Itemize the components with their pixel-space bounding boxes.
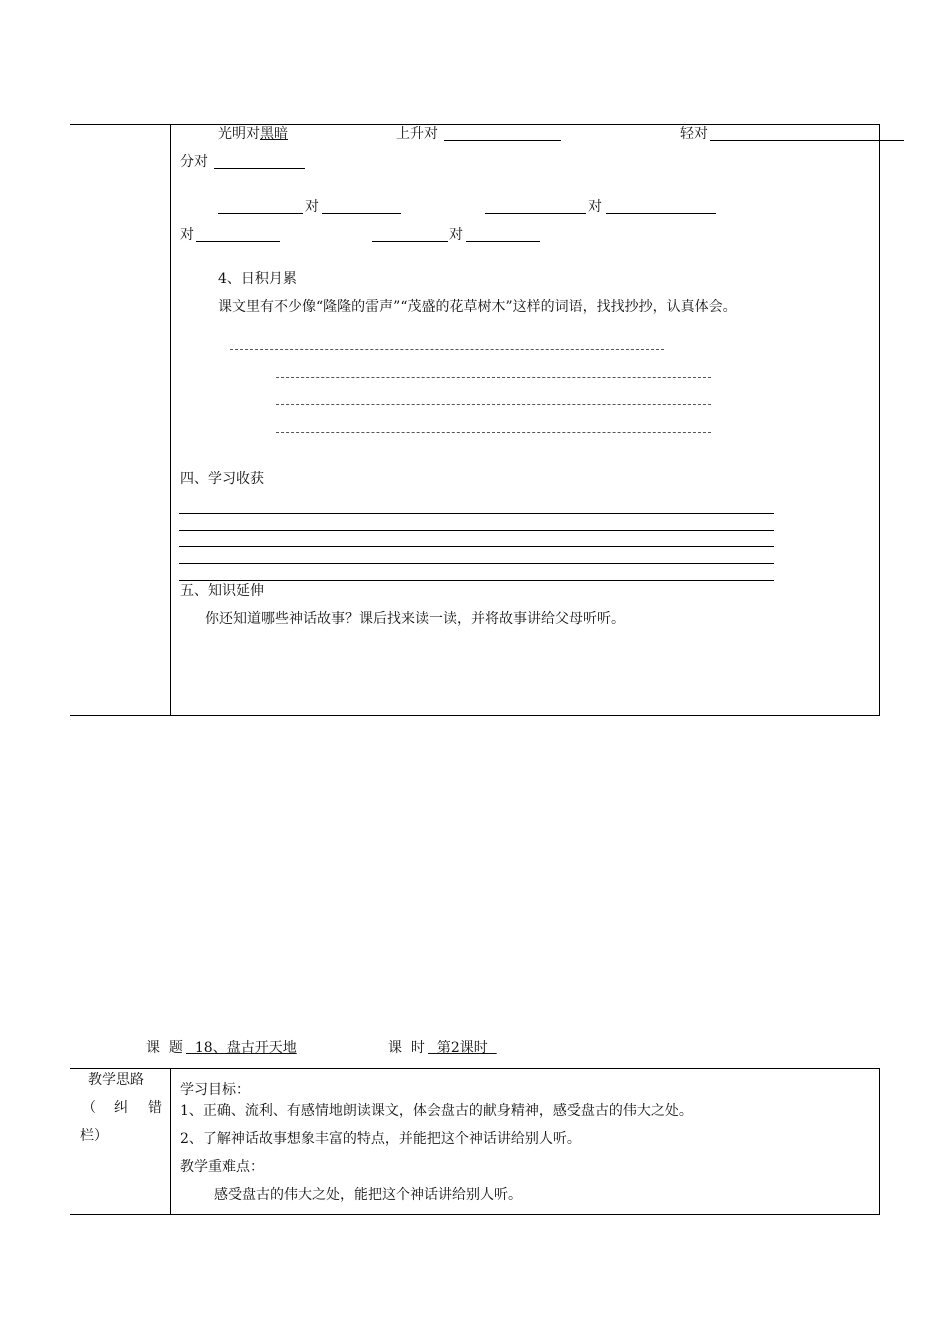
antonym-pair-2-label: 上升对	[396, 126, 438, 142]
upper-table-divider	[170, 124, 171, 716]
correction-char-1: 纠	[114, 1100, 128, 1116]
copy-line-4[interactable]	[276, 432, 711, 433]
pair-8-right-blank[interactable]	[466, 241, 540, 242]
section-4-heading: 4、日积月累	[218, 271, 297, 287]
antonym-pair-1-answer: 黑暗	[260, 126, 288, 142]
correction-char-2: 错	[148, 1100, 162, 1116]
pair-5-left-blank[interactable]	[218, 213, 303, 214]
gains-line-1[interactable]	[179, 513, 774, 514]
gains-line-3[interactable]	[179, 546, 774, 547]
lesson-period-value: 第2课时	[428, 1040, 497, 1056]
copy-line-3[interactable]	[276, 404, 711, 405]
lower-table-divider	[170, 1068, 171, 1215]
gains-line-4[interactable]	[179, 563, 774, 564]
antonym-pair-1	[218, 125, 288, 143]
upper-table-right-border	[879, 124, 880, 716]
key-points-heading: 教学重难点：	[180, 1159, 264, 1175]
antonym-pair-2-blank[interactable]	[444, 140, 561, 141]
lesson-title-value: 18、盘古开天地	[186, 1040, 297, 1056]
pair-8-dui: 对	[449, 227, 463, 243]
knowledge-extension-heading: 五、知识延伸	[180, 583, 264, 599]
antonym-pair-4-blank[interactable]	[214, 168, 305, 169]
pair-6-right-blank[interactable]	[606, 213, 716, 214]
section-4-instruction: 课文里有不少像“隆隆的雷声”“茂盛的花草树木”这样的词语，找找抄抄，认真体会。	[218, 299, 737, 315]
lesson-period-label: 课 时	[388, 1040, 425, 1056]
pair-5-dui: 对	[305, 199, 319, 215]
upper-table-bottom-border	[70, 715, 880, 716]
antonym-pair-4-label: 分对	[180, 154, 208, 170]
lower-table-top-border	[70, 1068, 880, 1069]
teaching-idea-label: 教学思路	[88, 1072, 144, 1088]
learning-goal-1: 1、正确、流利、有感情地朗读课文，体会盘古的献身精神，感受盘古的伟大之处。	[180, 1103, 693, 1119]
pair-6-dui: 对	[588, 199, 602, 215]
lower-table-bottom-border	[70, 1214, 880, 1215]
antonym-pair-3-label: 轻对	[680, 126, 708, 142]
learning-goals-heading: 学习目标：	[180, 1082, 250, 1098]
pair-5-right-blank[interactable]	[322, 213, 401, 214]
correction-column-end: 栏）	[80, 1128, 108, 1144]
pair-7-right-blank[interactable]	[196, 241, 280, 242]
correction-paren-open: （	[82, 1100, 96, 1116]
copy-line-1[interactable]	[230, 349, 664, 350]
gains-line-5[interactable]	[179, 580, 774, 581]
pair-7-dui: 对	[180, 227, 194, 243]
pair-6-left-blank[interactable]	[485, 213, 586, 214]
pair-8-left-blank[interactable]	[372, 241, 448, 242]
learning-gains-heading: 四、学习收获	[180, 471, 264, 487]
learning-goal-2: 2、了解神话故事想象丰富的特点，并能把这个神话讲给别人听。	[180, 1131, 581, 1147]
upper-table-top-border	[70, 124, 880, 125]
copy-line-2[interactable]	[276, 377, 711, 378]
gains-line-2[interactable]	[179, 530, 774, 531]
knowledge-extension-text: 你还知道哪些神话故事？课后找来读一读，并将故事讲给父母听听。	[205, 611, 625, 627]
lower-table-right-border	[879, 1068, 880, 1215]
antonym-pair-1-left: 光明对	[218, 126, 260, 142]
lesson-title-label: 课 题	[146, 1040, 183, 1056]
key-points-text: 感受盘古的伟大之处，能把这个神话讲给别人听。	[214, 1187, 522, 1203]
antonym-pair-3-blank[interactable]	[710, 140, 904, 141]
